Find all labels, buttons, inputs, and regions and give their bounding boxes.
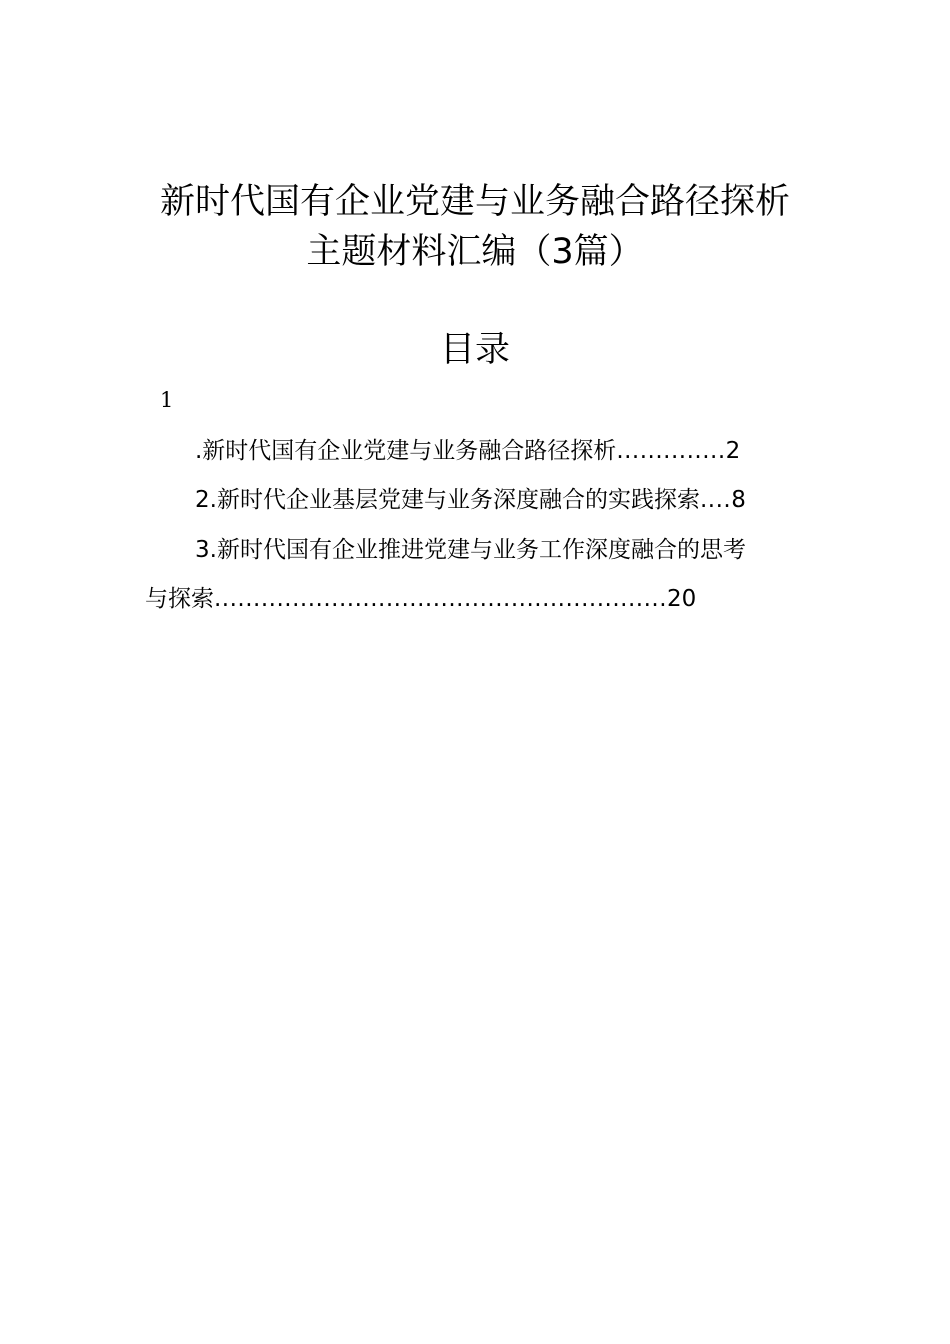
toc-leader-dots: .......................................................... <box>214 586 668 612</box>
toc-entry[interactable] <box>195 436 805 466</box>
stray-number: 1 <box>160 388 174 412</box>
toc-entry[interactable] <box>145 584 805 614</box>
toc-entry-title-line-1[interactable]: 3.新时代国有企业推进党建与业务工作深度融合的思考 <box>195 537 746 563</box>
toc-entry-title: .新时代国有企业党建与业务融合路径探析 <box>195 438 617 464</box>
document-title-line-2: 主题材料汇编（3篇） <box>306 232 644 272</box>
toc-entry[interactable] <box>195 485 805 515</box>
toc-page-number: 20 <box>667 586 697 612</box>
toc-entry-title-line-2: 与探索 <box>145 586 214 612</box>
toc-entry-title: 2.新时代企业基层党建与业务深度融合的实践探索 <box>195 487 700 513</box>
document-title-line-1: 新时代国有企业党建与业务融合路径探析 <box>159 182 790 222</box>
toc-leader-dots: .... <box>699 487 732 513</box>
toc-heading: 目录 <box>439 330 510 370</box>
toc-page-number: 2 <box>725 438 741 464</box>
toc-leader-dots: .............. <box>616 438 726 464</box>
toc-page-number: 8 <box>731 487 746 513</box>
